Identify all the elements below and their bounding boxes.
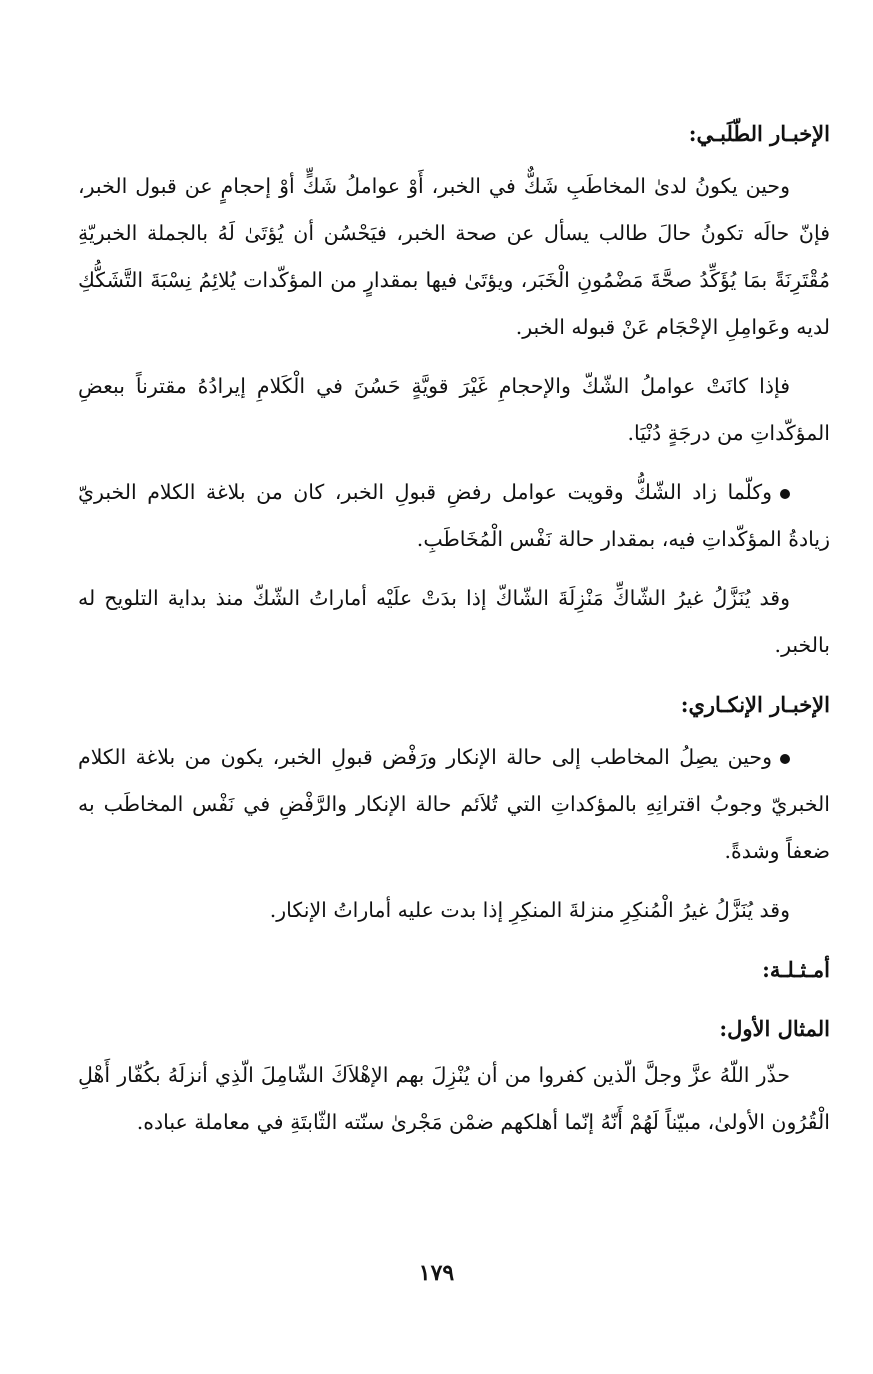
- section-heading-inkari: الإخبـار الإنكـاري:: [680, 692, 830, 717]
- page-body: [78, 110, 830, 1146]
- bullet-icon: [780, 489, 790, 499]
- paragraph-talabi-1: وحين يكونُ لدىٰ المخاطَبِ شَكٌّ في الخبر، أَوْ عواملُ شَكٍّ أوْ إحجامٍ عن قبول الخبر، فإنّ حالَه تكونُ حالَ طالب يسأل عن صحة الخبر، فيَحْسُن أن يُؤتَىٰ لَهُ بالجملة الخبريّةِ مُقْتَرِنَةً بمَا يُؤَكِّدُ صحَّةَ مَضْمُونِ الْخَبَر، ويؤتَىٰ فيها بمقدارٍ من المؤكّدات يُلائِمُ نِسْبَةَ التَّشَكُّكِ لديه وعَوامِلِ الإحْجَام عَنْ قبوله الخبر.: [78, 174, 830, 339]
- bullet-text-talabi: وكلّما زاد الشّكُّ وقويت عوامل رفضِ قبولِ الخبر، كان من بلاغة الكلام الخبريّ زيادةُ المؤكّداتِ فيه، بمقدار حالة نَفْس الْمُخَاطَبِ.: [78, 480, 830, 551]
- paragraph-talabi-2: فإذا كانَتْ عواملُ الشّكّ والإحجامِ غَيْرَ قويَّةٍ حَسُنَ في الْكَلامِ إيرادُهُ مقترناً ببعضِ المؤكّداتِ من درجَةٍ دُنْيَا.: [78, 374, 830, 445]
- bullet-paragraph-talabi: [78, 469, 830, 563]
- paragraph-talabi-3: وقد يُنَزَّلُ غيرُ الشّاكِّ مَنْزِلَةَ الشّاكّ إذا بدَتْ علَيْه أماراتُ الشّكّ منذ بداية التلويح له بالخبر.: [78, 586, 830, 657]
- paragraph-example-1: حذّر اللّهُ عزَّ وجلَّ الّذين كفروا من أن يُنْزِلَ بهم الإهْلاَكَ الشّامِلَ الّذِي أنزلَهُ بكُفّار أَهْلِ الْقُرُون الأولىٰ، مبيّناً لَهُمْ أَنّهُ إنّما أهلكهم ضمْن مَجْرىٰ سنّته الثّابتَةِ في معاملة عباده.: [78, 1063, 830, 1134]
- bullet-paragraph-inkari: [78, 734, 830, 875]
- paragraph-inkari-1: وقد يُنَزَّلُ غيرُ الْمُنكِرِ منزلةَ المنكِرِ إذا بدت عليه أماراتُ الإنكار.: [269, 898, 790, 922]
- example-heading-1: المثال الأول:: [719, 1016, 830, 1041]
- section-heading-examples: أمـثـلـة:: [762, 957, 830, 982]
- bullet-text-inkari: وحين يصِلُ المخاطب إلى حالة الإنكار ورَفْض قبولِ الخبر، يكون من بلاغة الكلام الخبريّ وجوبُ اقترانِهِ بالمؤكداتِ التي تُلاَئم حالة الإنكار والرَّفْضِ في نَفْس المخاطَب به ضعفاً وشدةً.: [78, 745, 830, 863]
- bullet-icon: [780, 754, 790, 764]
- section-heading-talabi: الإخبـار الطّلَبـي:: [688, 121, 830, 146]
- page-number: ١٧٩: [418, 1260, 455, 1286]
